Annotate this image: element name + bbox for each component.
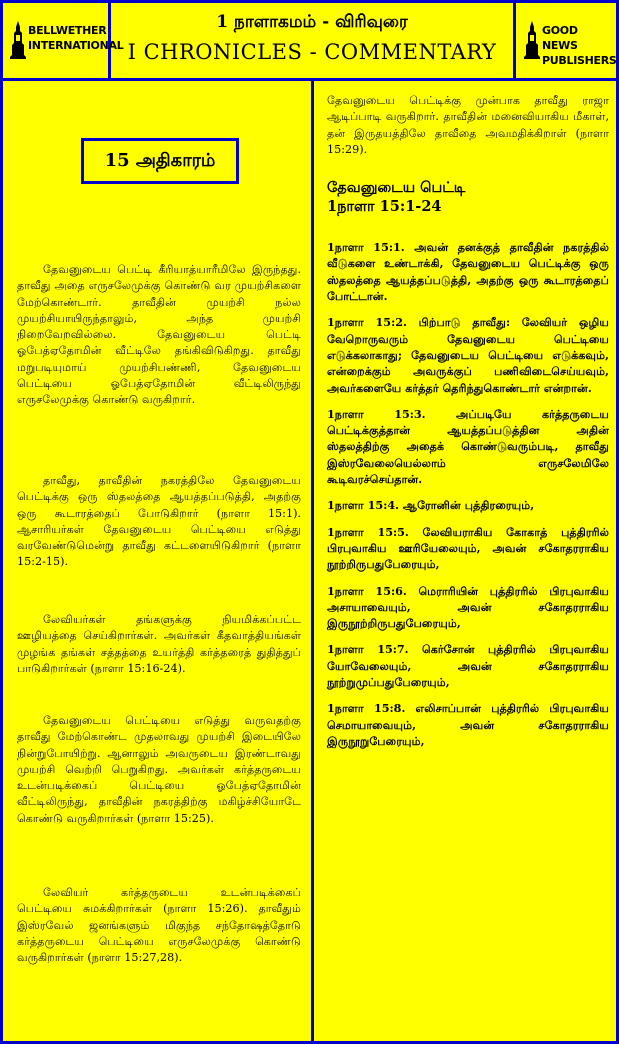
verse-paragraph: 1நாளா 15:7. கெர்சோன் புத்திரரில் பிரபுவாகிய யோவேலையும், அவன் சகோதரராகிய நூற்றுமுப்பதுபேரையும், xyxy=(327,642,609,690)
title-english: I CHRONICLES - COMMENTARY xyxy=(127,40,497,64)
bellwether-logo xyxy=(3,3,124,78)
logo-line-2: PUBLISHERS xyxy=(542,54,617,67)
title-tamil: 1 நாளாகமம் - விரிவுரை xyxy=(216,12,408,32)
intro-paragraph: தேவனுடைய பெட்டிக்கு முன்பாக தாவீது ராஜா ஆடிப்பாடி வருகிறார். தாவீதின் மனைவியாகிய மீகாள், தன் இருதயத்திலே தாவீதை அவமதிக்கிறாள் (நாளா 15:29). xyxy=(327,94,609,156)
verse-paragraph: 1நாளா 15:3. அப்படியே கர்த்தருடைய பெட்டிக்குத்தான் ஆயத்தப்படுத்தின அதின் ஸ்தலத்திற்கு அதைக் கொண்டுவரும்படி, தாவீது இஸ்ரவேலையெல்லாம் எருசலேமிலே கூடிவரச்செய்தான். xyxy=(327,406,609,487)
good-news-logo-text xyxy=(542,23,617,68)
verse-paragraph: 1நாளா 15:2. பிற்பாடு தாவீது: லேவியர் ஒழிய வேறொருவரும் தேவனுடைய பெட்டியை எடுக்கலாகாது; தேவனுடைய பெட்டியை எடுக்கவும், என்றைக்கும் அவருக்குப் பணிவிடைசெய்யவும், அவர்களையே கர்த்தர் தெரிந்துகொண்டார் என்றான். xyxy=(327,315,609,395)
logo-line-2: INTERNATIONAL xyxy=(28,39,124,52)
right-column xyxy=(327,81,609,759)
verse-paragraph: 1நாளா 15:4. ஆரோனின் புத்திரரையும், xyxy=(327,498,535,513)
section-title-line-1: தேவனுடைய பெட்டி xyxy=(327,179,466,197)
section-title xyxy=(327,178,609,216)
chapter-heading: 15 அதிகாரம் xyxy=(81,138,239,184)
logo-line-1: GOOD NEWS xyxy=(542,24,578,52)
left-paragraph: தாவீது, தாவீதின் நகரத்திலே தேவனுடைய பெட்டிக்கு ஒரு ஸ்தலத்தை ஆயத்தப்படுத்தி, அதற்கு ஒரு கூடாரத்தைப் போடுகிறார் (நாளா 15:1). ஆசாரியர்கள் தேவனுடைய பெட்டியை எடுத்து வரவேண்டுமென்று தாவீது கட்டளையிடுகிறார் (நாளா 15:2-15). xyxy=(17,474,301,569)
verse-paragraph: 1நாளா 15:8. எலிசாப்பான் புத்திரரில் பிரபுவாகிய செமாயாவையும், அவன் சகோதரராகிய இருநூறுபேரையும், xyxy=(327,701,609,748)
left-paragraph: தேவனுடைய பெட்டி கீரியாத்யாரீமிலே இருந்தது. தாவீது அதை எருசலேமுக்கு கொண்டு வர முயற்சிகளை மேற்கொண்டார். தாவீதின் முயற்சி நல்ல முயற்சியாயிருந்தாலும், அந்த முயற்சி நிறைவேறவில்லை. தேவனுடைய பெட்டி ஓபேத்ஏதோமின் வீட்டிலே தங்கிவிடுகிறது. தாவீது மறுபடியுமாய் முயற்சிபண்ணி, தேவனுடைய பெட்டியை ஓபேத்ஏதோமின் வீட்டிலிருந்து எருசலேமுக்கு கொண்டு வருகிறார். xyxy=(17,263,301,407)
bell-tower-icon xyxy=(10,21,26,59)
verse-paragraph: 1நாளா 15:6. மெராரியின் புத்திரரில் பிரபுவாகிய அசாயாவையும், அவன் சகோதரராகிய இருநூற்றிருபதுபேரையும், xyxy=(327,583,609,631)
verse-paragraph: 1நாளா 15:5. லேவியராகிய கோகாத் புத்திரரில் பிரபுவாகிய ஊரியேலையும், அவன் சகோதரராகிய நூற்றிருபதுபேரையும், xyxy=(327,524,609,572)
left-paragraph: லேவியர் கர்த்தருடைய உடன்படிக்கைப் பெட்டியை சுமக்கிறார்கள் (நாளா 15:26). தாவீதும் இஸ்ரவேல் ஜனங்களும் மிகுந்த சந்தோஷத்தோடு கர்த்தருடைய பெட்டியை எருசலேமுக்கு கொண்டு வருகிறார்கள் (நாளா 15:27,28). xyxy=(17,886,301,965)
header xyxy=(3,3,616,81)
section-title-line-2: 1நாளா 15:1-24 xyxy=(327,198,442,216)
column-divider xyxy=(311,81,314,1041)
title-block xyxy=(111,3,513,78)
logo-line-1: BELLWETHER xyxy=(28,24,107,37)
left-paragraph: தேவனுடைய பெட்டியை எடுத்து வருவதற்கு தாவீது மேற்கொண்ட முதலாவது முயற்சி இடையிலே நின்றுபோயிற்று. ஆனாலும் அவருடைய இரண்டாவது முயற்சி வெற்றி பெறுகிறது. அவர்கள் கர்த்தருடைய உடன்படிக்கைப் பெட்டியை ஓபேத்ஏதோமின் வீட்டிலிருந்து, தாவீதின் நகரத்திற்கு மகிழ்ச்சியோடே கொண்டு வருகிறார்கள் (நாளா 15:25). xyxy=(17,714,301,825)
verse-paragraph: 1நாளா 15:1. அவன் தனக்குத் தாவீதின் நகரத்தில் வீடுகளை உண்டாக்கி, தேவனுடைய பெட்டிக்கு ஒரு ஸ்தலத்தை ஆயத்தப்படுத்தி, அதற்கு ஒரு கூடாரத்தைப் போட்டான். xyxy=(327,240,609,304)
left-paragraph: லேவியர்கள் தங்களுக்கு நியமிக்கப்பட்ட ஊழியத்தை செய்கிறார்கள். அவர்கள் கீதவாத்தியங்கள் முழங்க தங்கள் சத்தத்தை உயர்த்தி கர்த்தரைத் துதித்துப் பாடுகிறார்கள் (நாளா 15:16-24). xyxy=(17,613,301,675)
bell-tower-icon xyxy=(524,21,540,59)
good-news-logo xyxy=(513,3,616,78)
bellwether-logo-text xyxy=(28,23,123,53)
